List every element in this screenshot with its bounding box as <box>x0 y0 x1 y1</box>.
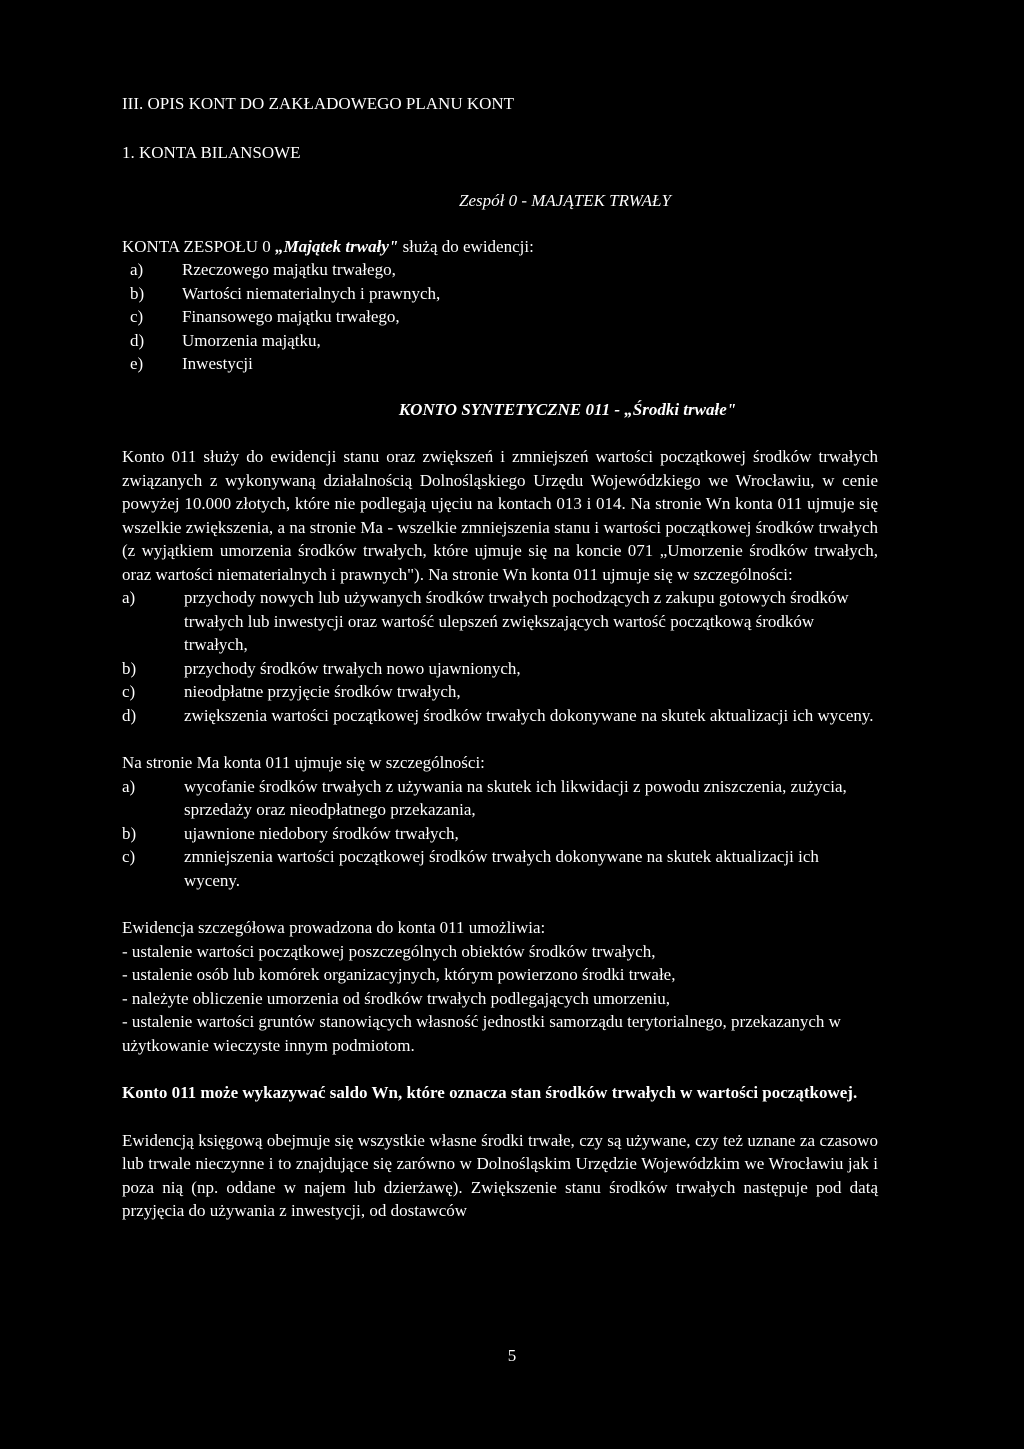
spacer <box>122 727 878 751</box>
list-item-label: d) <box>130 330 145 350</box>
group-accounts-list <box>122 258 878 376</box>
list-item-text: przychody środków trwałych nowo ujawnionych, <box>184 658 521 678</box>
list-item-text: ujawnione niedobory środków trwałych, <box>184 823 459 843</box>
spacer <box>122 1105 878 1129</box>
list-item <box>122 352 878 376</box>
list-item <box>122 305 878 329</box>
list-item-text: zmniejszenia wartości początkowej środków trwałych dokonywane na skutek aktualizacji ich wyceny. <box>184 847 819 890</box>
detail-records-intro: Ewidencja szczegółowa prowadzona do konta 011 umożliwia: <box>122 918 546 937</box>
list-item <box>122 680 878 704</box>
list-item <box>122 845 878 892</box>
list-item-text: przychody nowych lub używanych środków trwałych pochodzących z zakupu gotowych środków trwałych lub inwestycji oraz wartość ulepszeń zwiększających wartość początkową środków trwałych, <box>184 588 849 654</box>
list-item <box>122 586 878 657</box>
list-item-text: Inwestycji <box>182 354 253 373</box>
intro-prefix: KONTA ZESPOŁU 0 <box>122 236 276 256</box>
list-item-text: zwiększenia wartości początkowej środków trwałych dokonywane na skutek aktualizacji ich wyceny. <box>184 705 874 725</box>
intro-suffix: służą do ewidencji: <box>398 236 534 256</box>
document-page <box>122 92 878 1223</box>
group-heading: Zespół 0 - MAJĄTEK TRWAŁY <box>459 191 671 210</box>
list-item <box>122 282 878 306</box>
list-item-text: Finansowego majątku trwałego, <box>182 307 400 326</box>
list-item: - należyte obliczenie umorzenia od środków trwałych podlegających umorzeniu, <box>122 988 671 1008</box>
list-item <box>122 657 878 681</box>
list-item-label: c) <box>130 307 144 326</box>
subsection-heading: 1. KONTA BILANSOWE <box>122 142 301 162</box>
credit-side-list <box>122 775 878 893</box>
section-heading: III. OPIS KONT DO ZAKŁADOWEGO PLANU KONT <box>122 94 515 113</box>
list-item-text: nieodpłatne przyjęcie środków trwałych, <box>184 682 461 701</box>
list-item <box>122 329 878 353</box>
list-item-label: b) <box>122 658 137 678</box>
balance-note: Konto 011 może wykazywać saldo Wn, które oznacza stan środków trwałych w wartości początkowej. <box>122 1083 858 1102</box>
list-item <box>122 775 878 822</box>
spacer <box>122 1057 878 1081</box>
list-item-label: b) <box>130 283 145 303</box>
list-item-label: c) <box>122 682 136 701</box>
list-item-text: Wartości niematerialnych i prawnych, <box>182 283 441 303</box>
detail-records-list <box>122 940 878 1058</box>
account-description: Konto 011 służy do ewidencji stanu oraz zwiększeń i zmniejszeń wartości początkowej środków trwałych związanych z wykonywaną działalnością Dolnośląskiego Urzędu Wojewódzkiego we Wrocławiu, w cenie powyżej 10.000 złotych, które nie podlegają ujęciu na kontach 013 i 014. Na stronie Wn konta 011 ujmuje się wszelkie zwiększenia, a na stronie Ma - wszelkie zmniejszenia stanu i wartości początkowej środków trwałych (z wyjątkiem umorzenia środków trwałych, które ujmuje się na koncie 071 „Umorzenie środków trwałych, oraz wartości niematerialnych i prawnych"). Na stronie Wn konta 011 ujmuje się w szczególności: <box>122 447 878 584</box>
list-item-label: a) <box>122 776 136 796</box>
list-item-label: d) <box>122 705 137 725</box>
list-item-text: wycofanie środków trwałych z używania na skutek ich likwidacji z powodu zniszczenia, zużycia, sprzedaży oraz nieodpłatnego przekazania, <box>184 776 847 819</box>
credit-side-intro: Na stronie Ma konta 011 ujmuje się w szczególności: <box>122 753 485 772</box>
debit-side-list <box>122 586 878 727</box>
list-item <box>122 822 878 846</box>
list-item: - ustalenie wartości gruntów stanowiących własność jednostki samorządu terytorialnego, przekazanych w użytkowanie wieczyste innym podmiotom. <box>122 1012 841 1055</box>
account-title: KONTO SYNTETYCZNE 011 - „Środki trwałe" <box>398 399 737 419</box>
list-item: - ustalenie wartości początkowej poszczególnych obiektów środków trwałych, <box>122 941 656 961</box>
list-item-label: c) <box>122 847 136 866</box>
list-item <box>122 258 878 282</box>
group-accounts-intro <box>122 235 878 259</box>
list-item-label: a) <box>122 588 136 607</box>
spacer <box>122 892 878 916</box>
page-number: 5 <box>507 1346 517 1365</box>
list-item-label: e) <box>130 354 144 373</box>
list-item-text: Rzeczowego majątku trwałego, <box>182 260 396 279</box>
list-item-label: a) <box>130 260 144 279</box>
list-item-label: b) <box>122 823 137 843</box>
closing-paragraph: Ewidencją księgową obejmuje się wszystkie własne środki trwałe, czy są używane, czy też uznane za czasowo lub trwale nieczynne i to znajdujące się zarówno w Dolnośląskim Urzędzie Wojewódzkim we Wrocławiu jak i poza nią (np. oddane w najem lub dzierżawę). Zwiększenie stanu środków trwałych następuje pod datą przyjęcia do używania z inwestycji, od dostawców <box>122 1130 878 1220</box>
intro-emphasis: „Majątek trwały" <box>275 236 399 256</box>
list-item: - ustalenie osób lub komórek organizacyjnych, którym powierzono środki trwałe, <box>122 965 676 984</box>
list-item <box>122 704 878 728</box>
list-item-text: Umorzenia majątku, <box>182 330 321 350</box>
